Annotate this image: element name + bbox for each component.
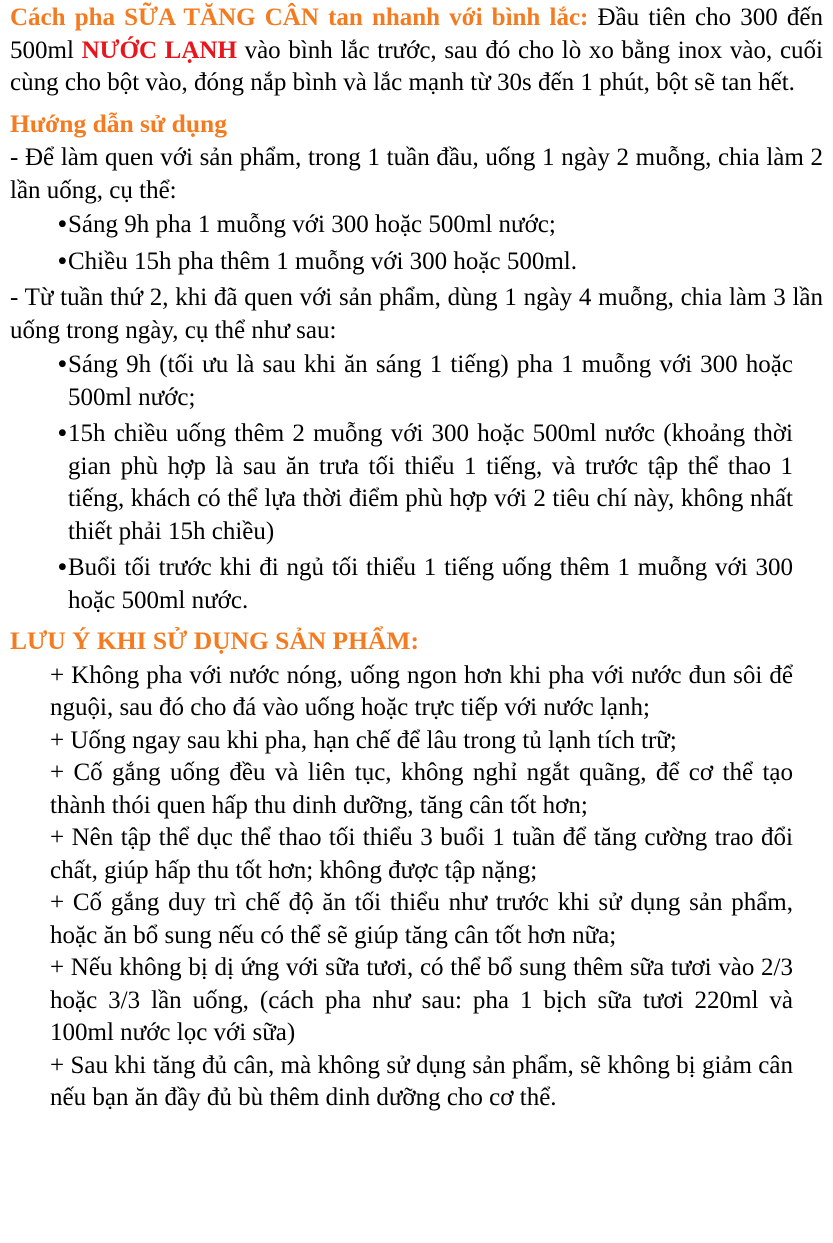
note-item: + Sau khi tăng đủ cân, mà không sử dụng sản phẩm, sẽ không bị giảm cân nếu bạn ăn đầy đủ bù thêm dinh dưỡng cho cơ thể. (50, 1051, 793, 1111)
note-item: + Nên tập thể dục thể thao tối thiểu 3 buổi 1 tuần để tăng cường trao đổi chất, giúp hấp thu tốt hơn; không được tập nặng; (50, 824, 793, 884)
intro-highlight: NƯỚC LẠNH (81, 36, 237, 64)
intro-text-1: Đầu tiên cho 300 đến 500ml (10, 4, 823, 64)
intro-text-2: vào bình lắc trước, sau đó cho lò xo bằng inox vào, cuối cùng cho bột vào, đóng nắp bình và lắc mạnh từ 30s đến 1 phút, bột sẽ tan hết. (10, 36, 823, 96)
week2-list (10, 349, 823, 617)
note-item: + Không pha với nước nóng, uống ngon hơn khi pha với nước đun sôi để nguội, sau đó cho đá vào uống hoặc trực tiếp với nước lạnh; (50, 661, 793, 721)
list-item: • Chiều 15h pha thêm 1 muỗng với 300 hoặc 500ml. (10, 246, 823, 279)
week2-intro: - Từ tuần thứ 2, khi đã quen với sản phẩm, dùng 1 ngày 4 muỗng, chia làm 3 lần uống trong ngày, cụ thể như sau: (10, 284, 823, 344)
intro-lead: Cách pha SỮA TĂNG CÂN tan nhanh với bình lắc: (10, 4, 589, 31)
note-item: + Cố gắng uống đều và liên tục, không nghỉ ngắt quãng, để cơ thể tạo thành thói quen hấp thu dinh dưỡng, tăng cân tốt hơn; (50, 759, 793, 819)
notes-list (10, 660, 823, 1115)
usage-heading: Hướng dẫn sử dụng (10, 108, 227, 138)
note-item: + Uống ngay sau khi pha, hạn chế để lâu trong tủ lạnh tích trữ; (50, 726, 677, 754)
list-item: • 15h chiều uống thêm 2 muỗng với 300 hoặc 500ml nước (khoảng thời gian phù hợp là sau ăn trưa tối thiểu 1 tiếng, và trước tập thể thao 1 tiếng, khách có thể lựa thời điểm phù hợp với 2 tiêu chí này, không nhất thiết phải 15h chiều) (10, 418, 823, 548)
week1-intro: - Để làm quen với sản phẩm, trong 1 tuần đầu, uống 1 ngày 2 muỗng, chia làm 2 lần uống, cụ thể: (10, 144, 823, 204)
note-item: + Cố gắng duy trì chế độ ăn tối thiểu như trước khi sử dụng sản phẩm, hoặc ăn bổ sung nếu có thể sẽ giúp tăng cân tốt hơn nữa; (50, 889, 793, 949)
intro-paragraph (10, 2, 823, 100)
list-item: • Sáng 9h pha 1 muỗng với 300 hoặc 500ml nước; (10, 209, 823, 242)
note-item: + Nếu không bị dị ứng với sữa tươi, có thể bổ sung thêm sữa tươi vào 2/3 hoặc 3/3 lần uống, (cách pha như sau: pha 1 bịch sữa tươi 220ml và 100ml nước lọc với sữa) (50, 954, 793, 1046)
list-item: • Sáng 9h (tối ưu là sau khi ăn sáng 1 tiếng) pha 1 muỗng với 300 hoặc 500ml nước; (10, 349, 823, 414)
week1-list (10, 209, 823, 278)
notes-heading: LƯU Ý KHI SỬ DỤNG SẢN PHẨM: (10, 626, 419, 655)
list-item: • Buổi tối trước khi đi ngủ tối thiểu 1 tiếng uống thêm 1 muỗng với 300 hoặc 500ml nước. (10, 552, 823, 617)
